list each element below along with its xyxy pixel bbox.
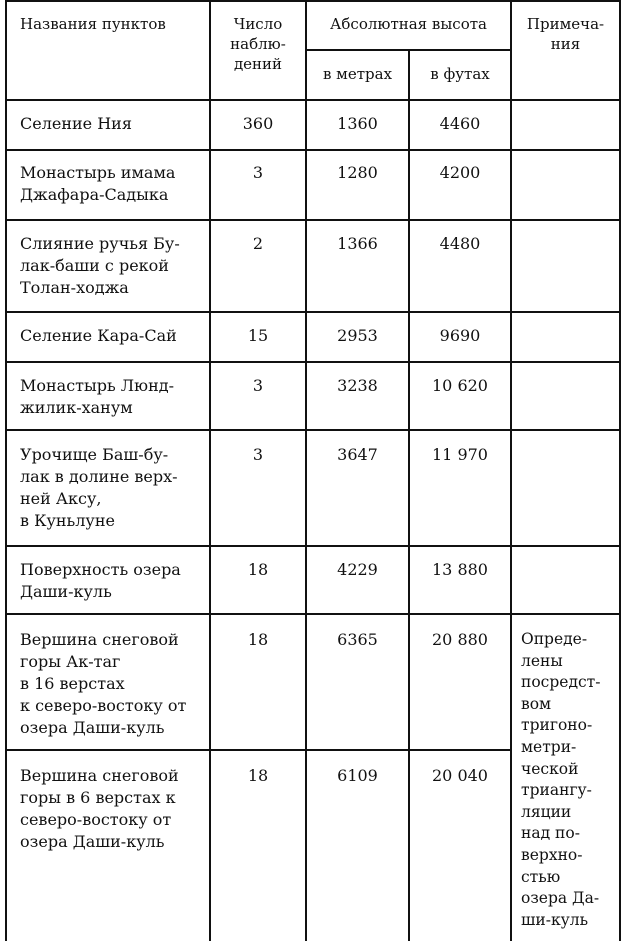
header-names: Названия пунктов — [20, 15, 166, 33]
row-name: Вершина снеговой горы в 6 верстах к северо-востоку от озера Даши-куль — [20, 766, 179, 851]
header-notes: Примеча- ния — [526, 15, 605, 53]
row-meters: 1366 — [337, 234, 378, 253]
row-feet: 20 040 — [432, 766, 488, 785]
header-bottom-border — [5, 99, 620, 101]
table-top-border — [5, 0, 620, 2]
row-divider-partial — [5, 749, 510, 751]
column-divider — [209, 0, 211, 941]
row-feet: 9690 — [439, 326, 481, 345]
row-count: 15 — [247, 326, 269, 345]
column-divider — [305, 0, 307, 941]
row-meters: 2953 — [337, 326, 378, 345]
row-meters: 1280 — [337, 163, 378, 182]
row-count: 3 — [252, 376, 264, 395]
row-count: 18 — [247, 560, 269, 579]
row-feet: 4200 — [439, 163, 481, 182]
row-meters: 3647 — [337, 445, 378, 464]
header-meters: в метрах — [322, 65, 393, 83]
row-feet: 11 970 — [432, 445, 488, 464]
header-count: Число наблю- дений — [230, 15, 286, 73]
row-feet: 13 880 — [432, 560, 488, 579]
row-feet: 10 620 — [432, 376, 488, 395]
row-feet: 4480 — [439, 234, 481, 253]
row-name: Селение Ния — [20, 114, 132, 133]
row-meters: 4229 — [337, 560, 378, 579]
row-meters: 6109 — [337, 766, 378, 785]
column-divider — [510, 0, 512, 941]
row-name: Вершина снеговой горы Ак-таг в 16 верстах к северо-востоку от озера Даши-куль — [20, 630, 187, 737]
row-divider — [5, 613, 620, 615]
notes-cell: Опреде- лены посредст- вом тригоно- метри- ческой триангу- ляции над по- верхно- стью озера Да- ши-куль — [521, 630, 601, 929]
row-name: Селение Кара-Сай — [20, 326, 177, 345]
row-divider — [5, 429, 620, 431]
row-meters: 6365 — [337, 630, 378, 649]
table-left-border — [5, 0, 7, 941]
row-meters: 3238 — [337, 376, 378, 395]
row-count: 18 — [247, 766, 269, 785]
row-divider — [5, 219, 620, 221]
row-name: Слияние ручья Бу- лак-баши с рекой Толан-ходжа — [20, 234, 180, 297]
row-divider — [5, 149, 620, 151]
row-feet: 4460 — [439, 114, 481, 133]
header-height: Абсолютная высота — [330, 15, 487, 33]
row-count: 3 — [252, 445, 264, 464]
table-right-border — [619, 0, 621, 941]
header-feet: в футах — [430, 65, 490, 83]
row-name: Монастырь имама Джафара-Садыка — [20, 163, 176, 204]
row-name: Монастырь Люнд- жилик-ханум — [20, 376, 175, 417]
row-meters: 1360 — [337, 114, 378, 133]
row-divider — [5, 545, 620, 547]
row-feet: 20 880 — [432, 630, 488, 649]
row-count: 2 — [252, 234, 264, 253]
row-count: 18 — [247, 630, 269, 649]
row-count: 360 — [242, 114, 274, 133]
row-divider — [5, 311, 620, 313]
row-divider — [5, 361, 620, 363]
row-count: 3 — [252, 163, 264, 182]
row-name: Урочище Баш-бу- лак в долине верх- ней Аксу, в Куньлуне — [20, 445, 178, 530]
row-name: Поверхность озера Даши-куль — [20, 560, 181, 601]
